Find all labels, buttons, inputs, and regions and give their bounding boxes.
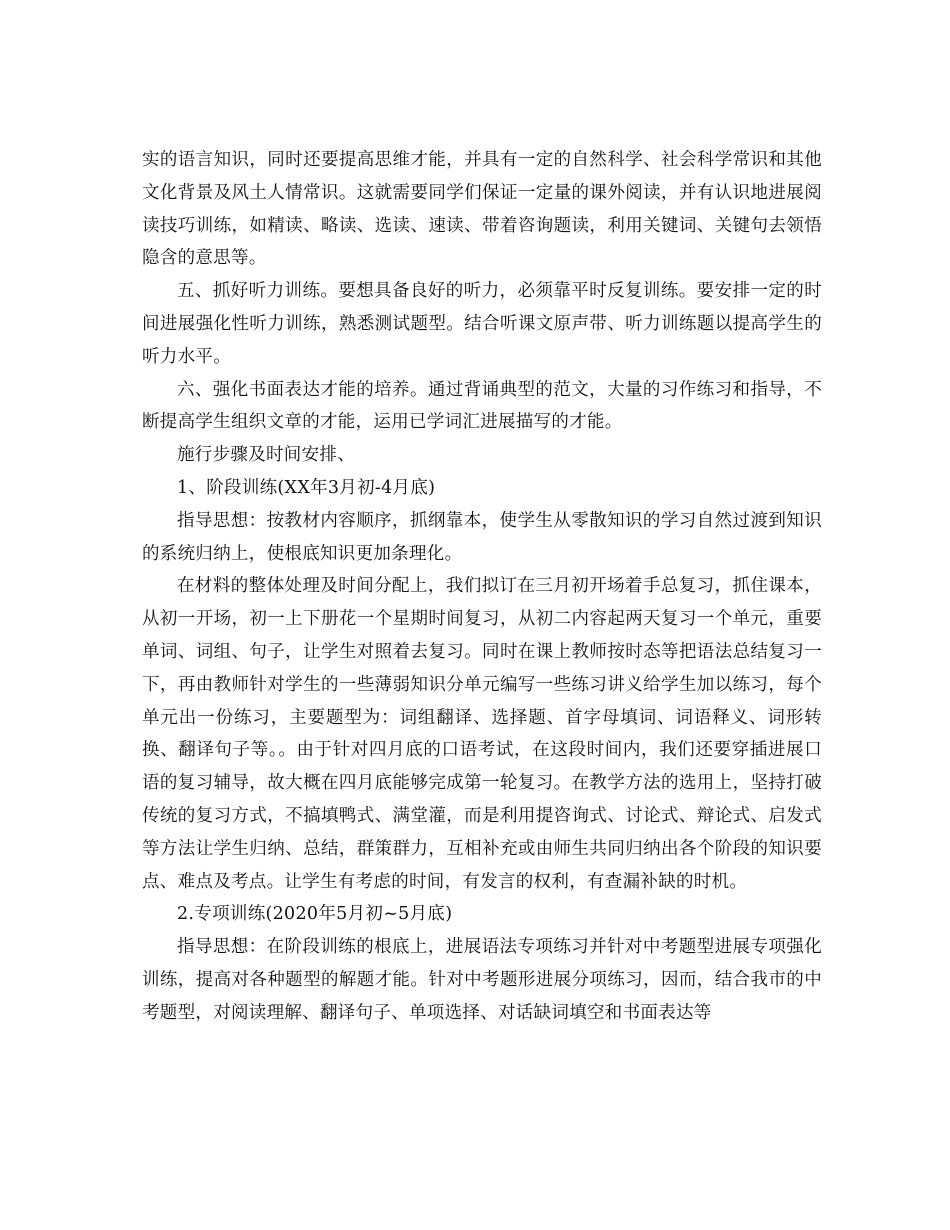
paragraph-stage-arrangement: 在材料的整体处理及时间分配上，我们拟订在三月初开场着手总复习，抓住课本，从初一开场，初一上下册花一个星期时间复习，从初二内容起两天复习一个单元，重要单词、词组、句子，让学生对照着去复习。同时在课上教师按时态等把语法总结复习一下，再由教师针对学生的一些薄弱知识分单元编写一些练习讲义给学生加以练习，每个单元出一份练习，主要题型为：词组翻译、选择题、首字母填词、词语释义、词形转换、翻译句子等。。由于针对四月底的口语考试，在这段时间内，我们还要穿插进展口语的复习辅导，故大概在四月底能够完成第一轮复习。在教学方法的选用上，坚持打破传统的复习方式，不搞填鸭式、满堂灌，而是利用提咨询式、讨论式、辩论式、启发式等方法让学生归纳、总结，群策群力，互相补充或由师生共同归纳出各个阶段的知识要点、难点及考点。让学生有考虑的时间，有发言的权利，有查漏补缺的时机。 <box>142 576 822 892</box>
paragraph-special-training-heading: 2.专项训练(2020年5月初~5月底) <box>177 904 453 925</box>
paragraph-writing-training: 六、强化书面表达才能的培养。通过背诵典型的范文，大量的习作练习和指导，不断提高学生组织文章的才能，运用已学词汇进展描写的才能。 <box>142 379 822 433</box>
document-body <box>142 144 822 1030</box>
paragraph-reading-continuation: 实的语言知识，同时还要提高思维才能，并具有一定的自然科学、社会科学常识和其他文化背景及风土人情常识。这就需要同学们保证一定量的课外阅读，并有认识地进展阅读技巧训练，如精读、略读、选读、速读、带着咨询题读，利用关键词、关键句去领悟隐含的意思等。 <box>142 150 822 269</box>
paragraph-steps-heading: 施行步骤及时间安排、 <box>177 445 355 466</box>
paragraph-stage-guiding-idea: 指导思想：按教材内容顺序，抓纲靠本，使学生从零散知识的学习自然过渡到知识的系统归纳上，使根底知识更加条理化。 <box>142 510 822 564</box>
paragraph-special-guiding-idea: 指导思想：在阶段训练的根底上，进展语法专项练习并针对中考题型进展专项强化训练，提高对各种题型的解题才能。针对中考题形进展分项练习，因而，结合我市的中考题型，对阅读理解、翻译句子、单项选择、对话缺词填空和书面表达等 <box>142 937 822 1023</box>
paragraph-listening-training: 五、抓好听力训练。要想具备良好的听力，必须靠平时反复训练。要安排一定的时间进展强化性听力训练，熟悉测试题型。结合听课文原声带、听力训练题以提高学生的听力水平。 <box>142 281 822 367</box>
paragraph-stage-training-heading: 1、阶段训练(XX年3月初-4月底) <box>177 477 436 498</box>
